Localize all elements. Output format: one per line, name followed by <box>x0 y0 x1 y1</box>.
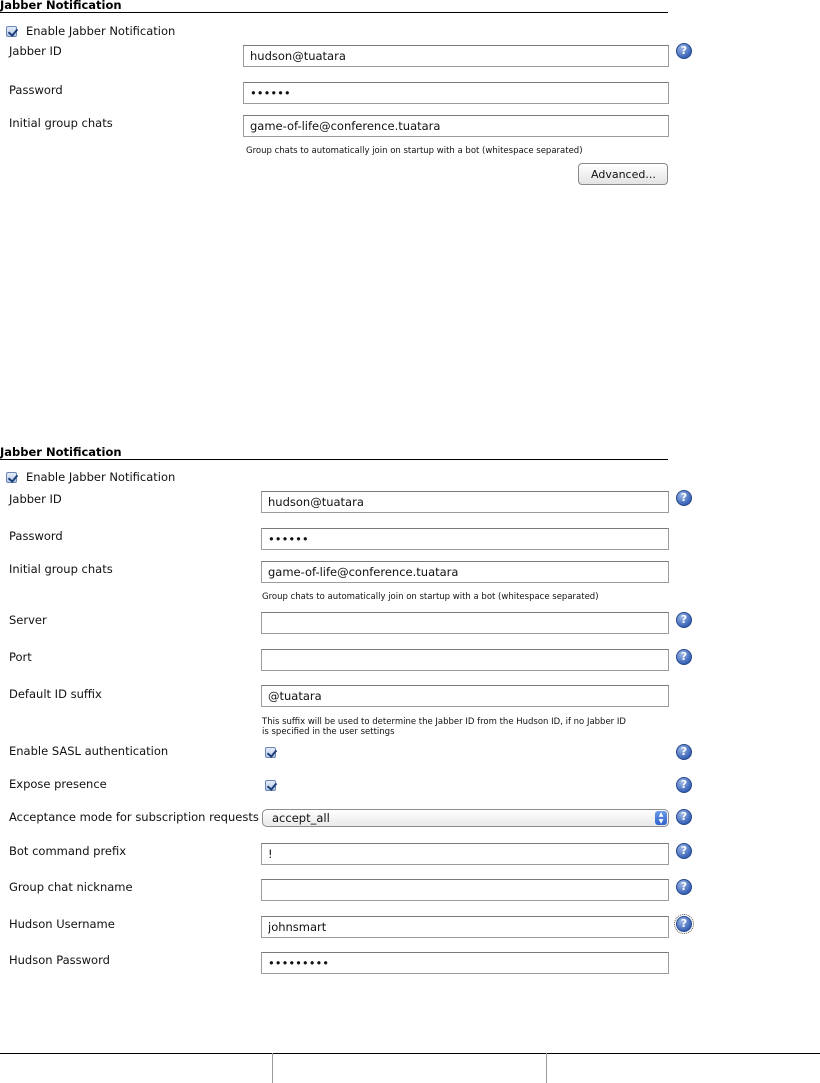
group-chats-hint: Group chats to automatically join on startup with a bot (whitespace separated) <box>262 592 599 602</box>
hudson-password-label: Hudson Password <box>9 953 110 967</box>
default-suffix-hint <box>262 717 626 737</box>
default-suffix-label: Default ID suffix <box>9 687 102 701</box>
help-icon[interactable]: ? <box>676 879 692 895</box>
section-title: Jabber Notification <box>0 0 668 13</box>
nickname-input[interactable] <box>261 879 669 901</box>
help-icon[interactable]: ? <box>676 744 692 760</box>
group-chats-input[interactable] <box>243 115 669 137</box>
help-icon[interactable]: ? <box>676 612 692 628</box>
password-label: Password <box>9 83 63 97</box>
enable-jabber-row[interactable] <box>6 24 175 38</box>
section-title: Jabber Notification <box>0 447 668 460</box>
help-icon[interactable]: ? <box>676 649 692 665</box>
help-icon[interactable]: ? <box>676 777 692 793</box>
hint-line: This suffix will be used to determine the Jabber ID from the Hudson ID, if no Jabber ID <box>262 717 626 727</box>
bot-prefix-input[interactable] <box>261 843 669 865</box>
help-icon[interactable]: ? <box>676 43 692 59</box>
sasl-label: Enable SASL authentication <box>9 744 169 758</box>
sasl-checkbox[interactable] <box>265 747 276 758</box>
password-label: Password <box>9 529 63 543</box>
hudson-username-label: Hudson Username <box>9 917 115 931</box>
password-input[interactable] <box>243 82 669 104</box>
acceptance-label: Acceptance mode for subscription requests <box>9 810 259 824</box>
group-chats-input[interactable] <box>261 561 669 583</box>
default-suffix-input[interactable] <box>261 685 669 707</box>
help-icon[interactable]: ? <box>676 843 692 859</box>
enable-jabber-checkbox[interactable] <box>6 26 17 37</box>
jabber-id-label: Jabber ID <box>9 44 62 58</box>
help-icon[interactable]: ? <box>676 490 692 506</box>
hudson-password-input[interactable] <box>261 952 669 974</box>
password-input[interactable] <box>261 528 669 550</box>
nickname-label: Group chat nickname <box>9 880 133 894</box>
enable-jabber-label: Enable Jabber Notification <box>26 24 176 38</box>
acceptance-value: accept_all <box>272 811 330 825</box>
server-label: Server <box>9 613 47 627</box>
group-chats-label: Initial group chats <box>9 562 113 576</box>
acceptance-select[interactable] <box>262 809 669 827</box>
presence-checkbox[interactable] <box>265 780 276 791</box>
jabber-panel-expanded <box>0 445 688 987</box>
divider <box>272 1053 273 1083</box>
select-arrows-icon: ▲ ▼ <box>655 811 667 825</box>
presence-label: Expose presence <box>9 777 107 791</box>
group-chats-label: Initial group chats <box>9 116 113 130</box>
group-chats-hint: Group chats to automatically join on startup with a bot (whitespace separated) <box>246 146 583 156</box>
page-bottom-rule <box>0 1053 820 1054</box>
hint-line: is specified in the user settings <box>262 727 395 737</box>
jabber-id-label: Jabber ID <box>9 492 62 506</box>
port-label: Port <box>9 650 32 664</box>
jabber-id-input[interactable] <box>261 491 669 513</box>
port-input[interactable] <box>261 649 669 671</box>
help-icon[interactable]: ? <box>676 809 692 825</box>
bot-prefix-label: Bot command prefix <box>9 844 127 858</box>
enable-jabber-label: Enable Jabber Notification <box>26 470 176 484</box>
advanced-button[interactable]: Advanced... <box>578 163 668 185</box>
jabber-panel-collapsed <box>0 0 688 200</box>
hudson-username-input[interactable] <box>261 916 669 938</box>
enable-jabber-row[interactable] <box>6 470 175 484</box>
jabber-id-input[interactable] <box>243 45 669 67</box>
enable-jabber-checkbox[interactable] <box>6 472 17 483</box>
divider <box>546 1053 547 1083</box>
server-input[interactable] <box>261 612 669 634</box>
help-icon[interactable]: ? <box>676 916 692 932</box>
